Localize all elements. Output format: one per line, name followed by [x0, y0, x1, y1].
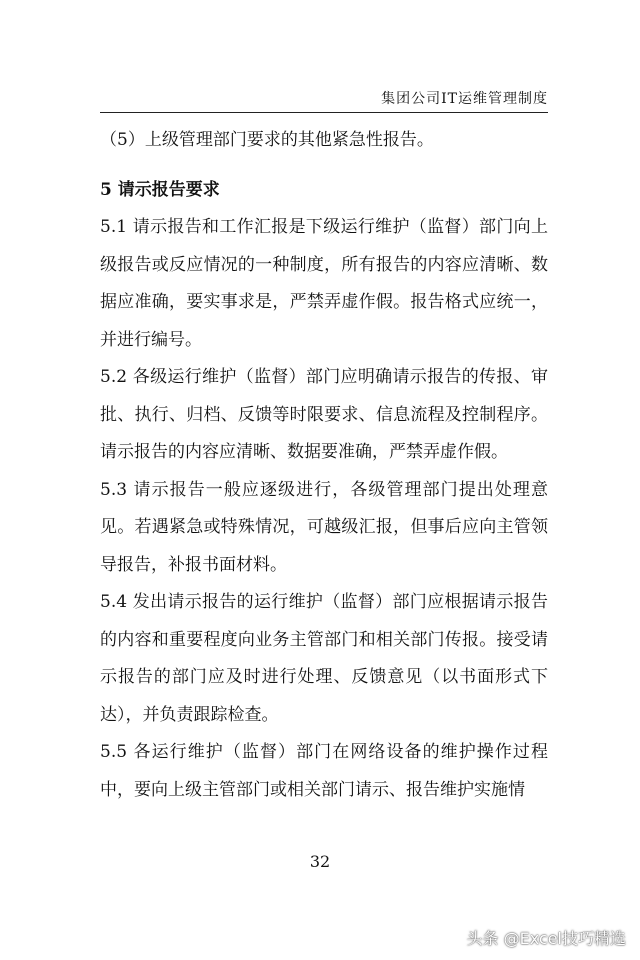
page-number: 32 [309, 852, 331, 871]
paragraph-5-2: 5.2 各级运行维护（监督）部门应明确请示报告的传报、审批、执行、归档、反馈等时限要求、信息流程及控制程序。请示报告的内容应清晰、数据要准确，严禁弄虚作假。 [100, 367, 548, 462]
running-header: 集团公司IT运维管理制度 [381, 91, 548, 107]
page-body [100, 122, 548, 809]
section-heading: 5 请示报告要求 [100, 179, 220, 200]
watermark: 头条 @Excel技巧精选 [466, 929, 626, 948]
paragraph-item-5: （5）上级管理部门要求的其他紧急性报告。 [100, 130, 434, 150]
paragraph-5-4: 5.4 发出请示报告的运行维护（监督）部门应根据请示报告的内容和重要程度向业务主管部门和相关部门传报。接受请示报告的部门应及时进行处理、反馈意见（以书面形式下达），并负责跟踪检查。 [100, 592, 548, 725]
header-rule [100, 112, 548, 113]
paragraph-5-5: 5.5 各运行维护（监督）部门在网络设备的维护操作过程中，要向上级主管部门或相关部门请示、报告维护实施情 [100, 742, 548, 800]
paragraph-5-3: 5.3 请示报告一般应逐级进行，各级管理部门提出处理意见。若遇紧急或特殊情况，可越级汇报，但事后应向主管领导报告，补报书面材料。 [100, 479, 548, 575]
paragraph-5-1: 5.1 请示报告和工作汇报是下级运行维护（监督）部门向上级报告或反应情况的一种制度，所有报告的内容应清晰、数据应准确，要实事求是，严禁弄虚作假。报告格式应统一，并进行编号。 [100, 217, 548, 350]
